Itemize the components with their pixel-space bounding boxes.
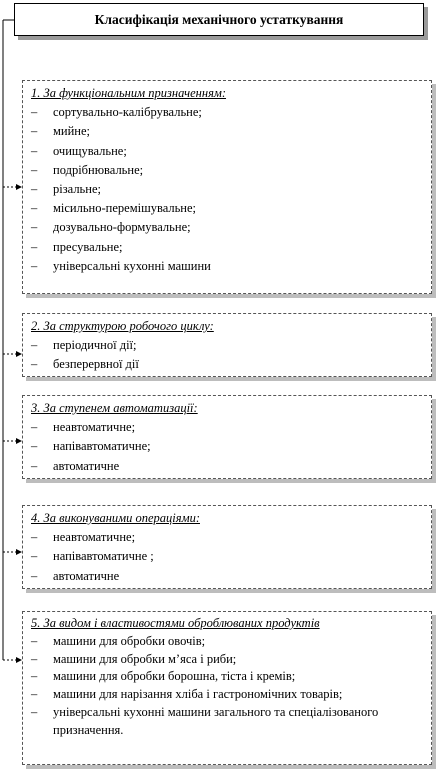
list-item: – пресувальне; [31, 238, 423, 257]
dash-marker: – [31, 669, 38, 684]
dash-marker: – [31, 633, 38, 648]
arrow-to-category-1 [3, 184, 22, 190]
list-item: – автоматичне [31, 457, 423, 476]
dash-marker: – [31, 143, 38, 158]
dash-marker: – [31, 687, 38, 702]
category-heading: 2. За структурою робочого циклу: [31, 319, 214, 333]
dash-marker: – [31, 704, 38, 719]
list-item: – періодичної дії; [31, 336, 423, 355]
arrow-to-category-5 [3, 657, 22, 663]
dash-marker: – [31, 357, 38, 372]
list-item: – різальне; [31, 180, 423, 199]
list-item: – універсальні кухонні машини загального та спеціалізованого призначення. [31, 704, 423, 740]
list-item: – автоматичне [31, 567, 423, 586]
list-item: – машини для нарізання хліба і гастрономічних товарів; [31, 686, 423, 704]
list-item: – сортувально-калібрувальне; [31, 103, 423, 122]
list-item: – машини для обробки м’яса і риби; [31, 651, 423, 669]
category-heading: 3. За ступенем автоматизації: [31, 401, 198, 415]
list-item: – машини для обробки борошна, тіста і кремів; [31, 668, 423, 686]
category-box-operations [22, 505, 432, 589]
list-item: – мийне; [31, 122, 423, 141]
list-item: – напівавтоматичне; [31, 437, 423, 456]
list-item: – безперервної дії [31, 355, 423, 374]
dash-marker: – [31, 420, 38, 435]
category-box-product-type [22, 611, 432, 765]
dash-marker: – [31, 182, 38, 197]
arrow-to-category-4 [3, 549, 22, 555]
list-item: – дозувально-формувальне; [31, 218, 423, 237]
dash-marker: – [31, 239, 38, 254]
dash-marker: – [31, 220, 38, 235]
dash-marker: – [31, 201, 38, 216]
arrow-to-category-3 [3, 438, 22, 444]
list-item: – неавтоматичне; [31, 418, 423, 437]
category-box-functional [22, 80, 432, 294]
list-item: – місильно-перемішувальне; [31, 199, 423, 218]
diagram-title: Класифікація механічного устаткування [14, 3, 424, 36]
category-heading: 1. За функціональним призначенням: [31, 86, 227, 100]
list-item: – напівавтоматичне ; [31, 547, 423, 566]
dash-marker: – [31, 651, 38, 666]
list-item: – універсальні кухонні машини [31, 257, 423, 276]
list-item: – машини для обробки овочів; [31, 633, 423, 651]
category-heading: 5. За видом і властивостями оброблюваних продуктів [31, 616, 320, 630]
dash-marker: – [31, 124, 38, 139]
arrow-to-category-2 [3, 351, 22, 357]
dash-marker: – [31, 549, 38, 564]
list-item: – очищувальне; [31, 142, 423, 161]
dash-marker: – [31, 530, 38, 545]
category-box-automation [22, 395, 432, 479]
list-item: – неавтоматичне; [31, 528, 423, 547]
category-heading: 4. За виконуваними операціями: [31, 511, 200, 525]
dash-marker: – [31, 568, 38, 583]
dash-marker: – [31, 162, 38, 177]
dash-marker: – [31, 258, 38, 273]
dash-marker: – [31, 105, 38, 120]
dash-marker: – [31, 439, 38, 454]
category-box-work-cycle [22, 313, 432, 377]
dash-marker: – [31, 338, 38, 353]
list-item: – подрібнювальне; [31, 161, 423, 180]
dash-marker: – [31, 458, 38, 473]
